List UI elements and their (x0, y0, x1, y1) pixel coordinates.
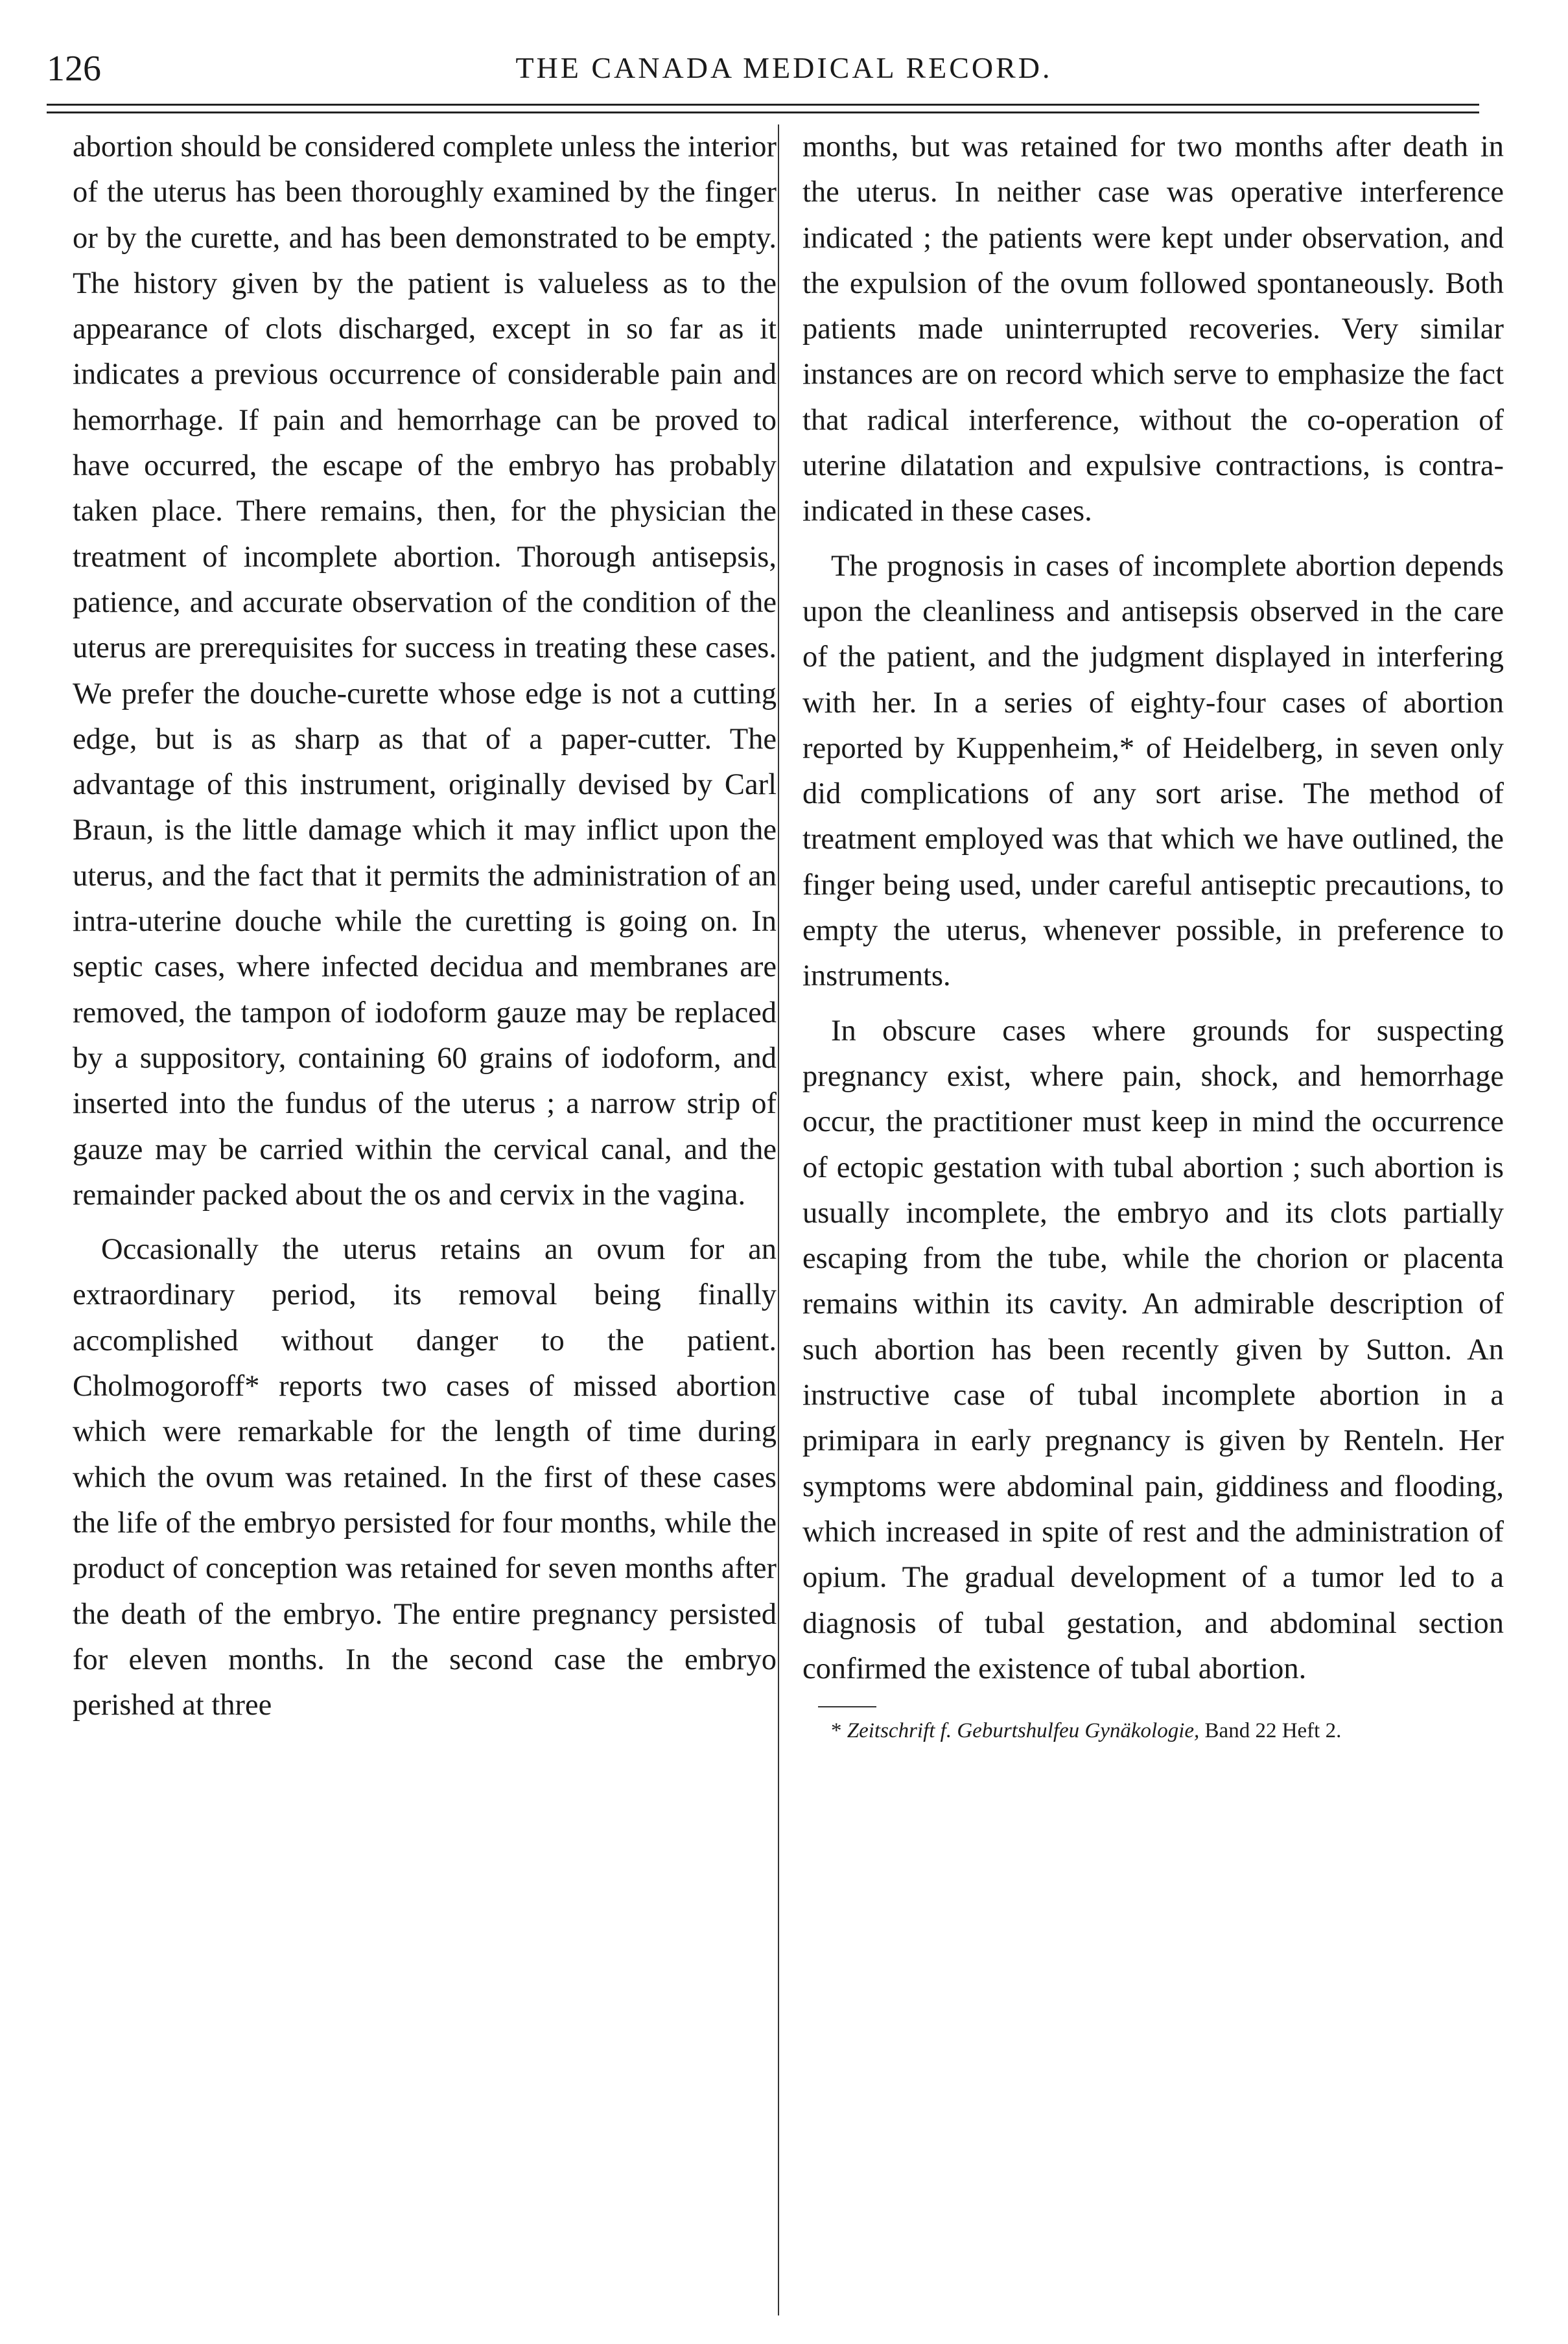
left-column (73, 124, 777, 1728)
footnote-volume: Band 22 Heft 2. (1199, 1719, 1342, 1743)
footnote-rule (818, 1706, 876, 1707)
footnote-journal: Zeitschrift f. Geburtshulfeu Gynäkologie, (847, 1719, 1200, 1743)
page-number: 126 (47, 49, 101, 89)
running-head: THE CANADA MEDICAL RECORD. (515, 51, 1053, 84)
footnote (802, 1715, 1504, 1746)
column-divider (778, 124, 779, 2315)
right-column (802, 124, 1504, 1746)
right-paragraph-3: In obscure cases where grounds for suspecting pregnancy exist, where pain, shock, and hemorrhage occur, the practitioner must keep in mind the occurrence of ectopic gestation with tubal abortion ; such abortion is usually incomplete, the embryo and its clots partially escaping from the tube, while the chorion or placenta remains within its cavity. An admirable description of such abortion has been recently given by Sutton. An instructive case of tubal incomplete abortion in a primipara in early pregnancy is given by Renteln. Her symptoms were abdominal pain, giddiness and flooding, which increased in spite of rest and the administration of opium. The gradual development of a tumor led to a diagnosis of tubal gestation, and abdominal section confirmed the existence of tubal abortion. (802, 1014, 1504, 1685)
header-rule-top (47, 104, 1479, 106)
left-paragraph-1: abortion should be considered complete unless the interior of the uterus has been thoroughly examined by the finger or by the curette, and has been demonstrated to be empty. The history given by the patient is valueless as to the appearance of clots discharged, except in so far as it indicates a previous occurrence of considerable pain and hemorrhage. If pain and hemorrhage can be proved to have occurred, the escape of the embryo has probably taken place. There remains, then, for the physician the treatment of incomplete abortion. Thorough antisepsis, patience, and accurate observation of the condition of the uterus are prerequisites for success in treating these cases. We prefer the douche-curette whose edge is not a cutting edge, but is as sharp as that of a paper-cutter. The advantage of this instrument, originally devised by Carl Braun, is the little damage which it may inflict upon the uterus, and the fact that it permits the administration of an intra-uterine douche while the curetting is going on. In septic cases, where infected decidua and membranes are removed, the tampon of iodoform gauze may be replaced by a suppository, containing 60 grains of iodoform, and inserted into the fundus of the uterus ; a narrow strip of gauze may be carried within the cervical canal, and the remainder packed about the os and cervix in the vagina. (73, 130, 777, 1212)
right-paragraph-2: The prognosis in cases of incomplete abortion depends upon the cleanliness and antisepsis observed in the care of the patient, and the judgment displayed in interfering with her. In a series of eighty-four cases of abortion reported by Kuppenheim,* of Heidelberg, in seven only did complications of any sort arise. The method of treatment employed was that which we have outlined, the finger being used, under careful antiseptic precautions, to empty the uterus, whenever possible, in preference to instruments. (802, 549, 1504, 993)
right-paragraph-1: months, but was retained for two months after death in the uterus. In neither case was operative interference indicated ; the patients were kept under observation, and the expulsion of the ovum followed spontaneously. Both patients made uninterrupted recoveries. Very similar instances are on record which serve to emphasize the fact that radical interference, without the co-operation of uterine dilatation and expulsive contractions, is contra-indicated in these cases. (802, 130, 1504, 528)
header-rule-bottom (47, 111, 1479, 113)
footnote-marker: * (831, 1719, 847, 1743)
left-paragraph-2: Occasionally the uterus retains an ovum for an extraordinary period, its removal being finally accomplished without danger to the patient. Cholmogoroff* reports two cases of missed abortion which were remarkable for the length of time during which the ovum was retained. In the first of these cases the life of the embryo persisted for four months, while the product of conception was retained for seven months after the death of the embryo. The entire pregnancy persisted for eleven months. In the second case the embryo perished at three (73, 1233, 777, 1722)
